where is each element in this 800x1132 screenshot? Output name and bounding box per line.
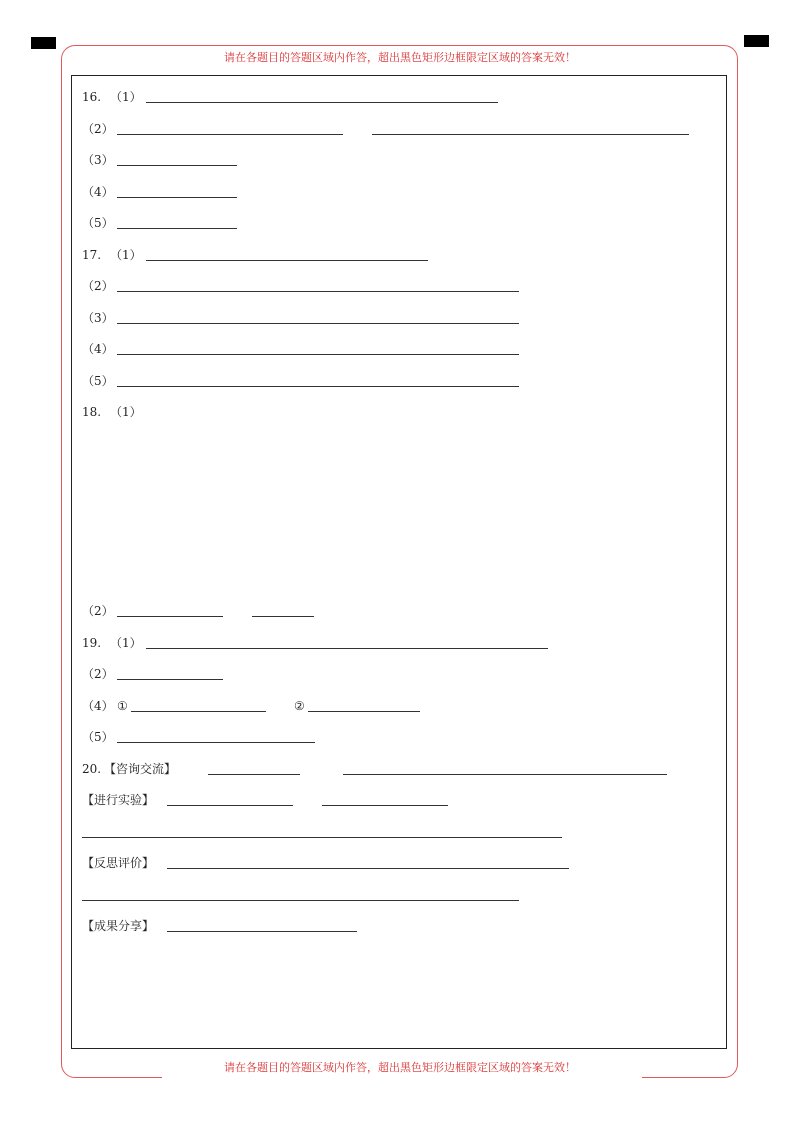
q20-consult-label: 【咨询交流】 [104, 762, 177, 776]
q16-part4-answer-line[interactable] [117, 197, 237, 198]
q18-number: 18. [82, 405, 102, 419]
q19-part1-answer-line[interactable] [146, 648, 548, 649]
q20-share-label: 【成果分享】 [82, 919, 155, 933]
q19-part5-label: （5） [82, 730, 114, 744]
q16-part5-label: （5） [82, 216, 114, 230]
top-notice: 请在各题目的答题区域内作答，超出黑色矩形边框限定区域的答案无效！ [224, 51, 576, 64]
q16-part2-answer-line-b[interactable] [372, 134, 689, 135]
q20-consult-answer-line-b[interactable] [343, 774, 667, 775]
q20-reflect-answer-line-a[interactable] [167, 868, 569, 869]
bottom-notice: 请在各题目的答题区域内作答，超出黑色矩形边框限定区域的答案无效！ [224, 1061, 576, 1074]
q19-part4-answer-line-1[interactable] [131, 711, 266, 712]
q16-part1-label: （1） [110, 90, 142, 104]
q20-reflect-answer-line-b[interactable] [82, 900, 519, 901]
q17-part1-label: （1） [110, 248, 142, 262]
q17-part4-label: （4） [82, 342, 114, 356]
q19-part4-circle-1: ① [117, 699, 128, 713]
q19-part1-label: （1） [110, 636, 142, 650]
q18-part2-label: （2） [82, 604, 114, 618]
q20-number: 20. [82, 762, 102, 776]
q17-part5-answer-line[interactable] [117, 386, 519, 387]
q20-experiment-answer-line-b[interactable] [322, 805, 448, 806]
q16-part2-label: （2） [82, 122, 114, 136]
q18-part2-answer-line-b[interactable] [252, 616, 314, 617]
q16-part1-answer-line[interactable] [146, 102, 498, 103]
q19-part5-answer-line[interactable] [117, 742, 315, 743]
q20-experiment-label: 【进行实验】 [82, 793, 155, 807]
q16-part5-answer-line[interactable] [117, 228, 237, 229]
q19-part4-circle-2: ② [294, 699, 305, 713]
q18-part2-answer-line-a[interactable] [117, 616, 223, 617]
q16-part3-answer-line[interactable] [117, 165, 237, 166]
q18-part1-label: （1） [110, 405, 142, 419]
q19-part2-label: （2） [82, 667, 114, 681]
q20-experiment-answer-line-c[interactable] [82, 837, 562, 838]
q20-experiment-answer-line-a[interactable] [167, 805, 293, 806]
q20-consult-answer-line-a[interactable] [208, 774, 300, 775]
q17-part2-label: （2） [82, 279, 114, 293]
corner-marker-right [744, 35, 769, 47]
q17-part3-answer-line[interactable] [117, 323, 519, 324]
q17-number: 17. [82, 248, 102, 262]
answer-box-frame [71, 75, 727, 1049]
q19-part2-answer-line[interactable] [117, 679, 223, 680]
q16-number: 16. [82, 90, 102, 104]
q16-part2-answer-line-a[interactable] [117, 134, 343, 135]
q20-share-answer-line[interactable] [167, 931, 357, 932]
q17-part3-label: （3） [82, 311, 114, 325]
q17-part5-label: （5） [82, 374, 114, 388]
q19-part4-answer-line-2[interactable] [308, 711, 420, 712]
q19-part4-label: （4） [82, 699, 114, 713]
q16-part4-label: （4） [82, 185, 114, 199]
q16-part3-label: （3） [82, 153, 114, 167]
corner-marker-left [31, 37, 56, 49]
q17-part1-answer-line[interactable] [146, 260, 428, 261]
q20-reflect-label: 【反思评价】 [82, 856, 155, 870]
q19-number: 19. [82, 636, 102, 650]
q17-part4-answer-line[interactable] [117, 354, 519, 355]
q17-part2-answer-line[interactable] [117, 291, 519, 292]
